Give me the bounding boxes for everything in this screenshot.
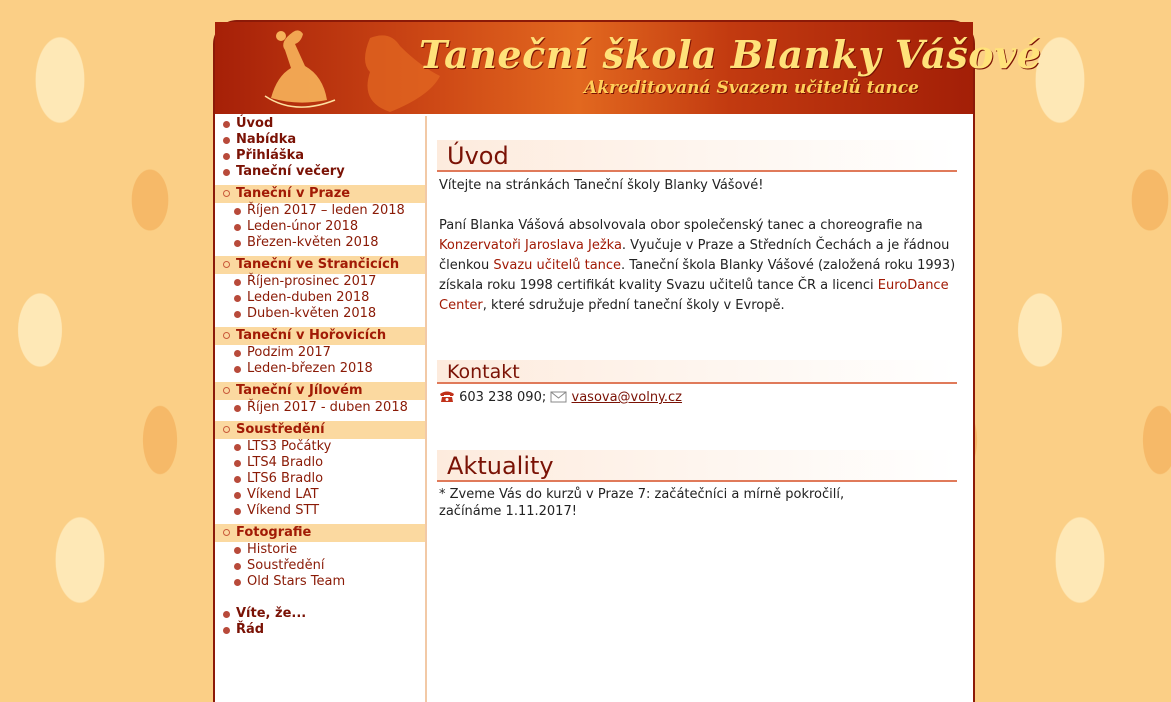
phone-icon — [439, 391, 455, 403]
menu-spacer — [215, 590, 425, 606]
phone-number: 603 238 090; — [459, 390, 547, 405]
nav-subitem[interactable]: Leden-březen 2018 — [215, 361, 425, 377]
contact-heading-bar — [437, 360, 957, 384]
nav-item-uvod[interactable]: Úvod — [215, 116, 425, 132]
nav-subitem[interactable]: LTS3 Počátky — [215, 439, 425, 455]
section-fotografie[interactable]: Fotografie — [215, 524, 425, 542]
intro-text-1: Paní Blanka Vášová absolvovala obor společenský tanec a choreografie na — [439, 218, 923, 233]
nav-item-tanecni-vecery[interactable]: Taneční večery — [215, 164, 425, 180]
intro-text-4: , které sdružuje přední taneční školy v Evropě. — [482, 298, 785, 313]
nav-subitem[interactable]: Soustředění — [215, 558, 425, 574]
contact-line — [437, 388, 957, 408]
nav-item-vite-ze[interactable]: Víte, že... — [215, 606, 425, 622]
news-heading: Aktuality — [447, 452, 554, 480]
welcome-text: Vítejte na stránkách Taneční školy Blanky Vášové! — [439, 178, 764, 193]
nav-subitem[interactable]: Březen-květen 2018 — [215, 235, 425, 251]
section-strancice-list — [215, 274, 425, 322]
site-header — [215, 22, 1042, 114]
intro-paragraph — [437, 216, 957, 316]
intro-heading: Úvod — [447, 142, 509, 170]
main-menu-top — [215, 116, 425, 180]
link-eurodance[interactable]: EuroDance Center — [439, 278, 949, 313]
main-content — [437, 116, 957, 520]
nav-subitem[interactable]: LTS4 Bradlo — [215, 455, 425, 471]
section-jilove-list — [215, 400, 425, 416]
nav-subitem[interactable]: Víkend LAT — [215, 487, 425, 503]
nav-item-prihlaska[interactable]: Přihláška — [215, 148, 425, 164]
section-fotografie-list — [215, 542, 425, 590]
contact-heading: Kontakt — [447, 361, 520, 383]
section-strancice[interactable]: Taneční ve Strančicích — [215, 256, 425, 274]
section-jilove[interactable]: Taneční v Jílovém — [215, 382, 425, 400]
main-menu-bottom — [215, 606, 425, 638]
link-svaz-ucitelu[interactable]: Svazu učitelů tance — [493, 258, 622, 273]
section-soustredeni[interactable]: Soustředění — [215, 421, 425, 439]
nav-subitem[interactable]: LTS6 Bradlo — [215, 471, 425, 487]
page-container — [213, 20, 1042, 702]
nav-item-rad[interactable]: Řád — [215, 622, 425, 638]
section-soustredeni-list — [215, 439, 425, 519]
nav-subitem[interactable]: Víkend STT — [215, 503, 425, 519]
news-heading-bar — [437, 450, 957, 482]
section-horovice-list — [215, 345, 425, 377]
section-praha[interactable]: Taneční v Praze — [215, 185, 425, 203]
news-line-1: * Zveme Vás do kurzů v Praze 7: začátečníci a mírně pokročilí, — [439, 487, 845, 502]
intro-heading-bar — [437, 140, 957, 172]
site-subtitle: Akreditovaná Svazem učitelů tance — [584, 78, 919, 98]
nav-subitem[interactable]: Duben-květen 2018 — [215, 306, 425, 322]
nav-subitem[interactable]: Leden-únor 2018 — [215, 219, 425, 235]
intro-text-2: . Vyučuje v Praze a Středních Čechách a je řádnou členkou — [439, 238, 950, 273]
section-horovice[interactable]: Taneční v Hořovicích — [215, 327, 425, 345]
nav-subitem[interactable]: Leden-duben 2018 — [215, 290, 425, 306]
nav-subitem[interactable]: Podzim 2017 — [215, 345, 425, 361]
dancers-logo — [245, 26, 345, 114]
mail-icon — [550, 391, 567, 403]
section-praha-list — [215, 203, 425, 251]
sidebar — [215, 116, 427, 702]
news-line-2: začínáme 1.11.2017! — [439, 504, 577, 519]
nav-subitem[interactable]: Říjen 2017 - duben 2018 — [215, 400, 425, 416]
nav-subitem[interactable]: Old Stars Team — [215, 574, 425, 590]
intro-text-3: . Taneční škola Blanky Vášové (založená roku 1993) získala roku 1998 certifikát kvality Svazu učitelů tance ČR a licenci — [439, 258, 956, 293]
email-link[interactable]: vasova@volny.cz — [571, 390, 683, 405]
site-title: Taneční škola Blanky Vášové — [419, 32, 1042, 77]
nav-subitem[interactable]: Historie — [215, 542, 425, 558]
nav-subitem[interactable]: Říjen-prosinec 2017 — [215, 274, 425, 290]
nav-subitem[interactable]: Říjen 2017 – leden 2018 — [215, 203, 425, 219]
link-konzervator[interactable]: Konzervatoři Jaroslava Ježka — [439, 238, 622, 253]
nav-item-nabidka[interactable]: Nabídka — [215, 132, 425, 148]
